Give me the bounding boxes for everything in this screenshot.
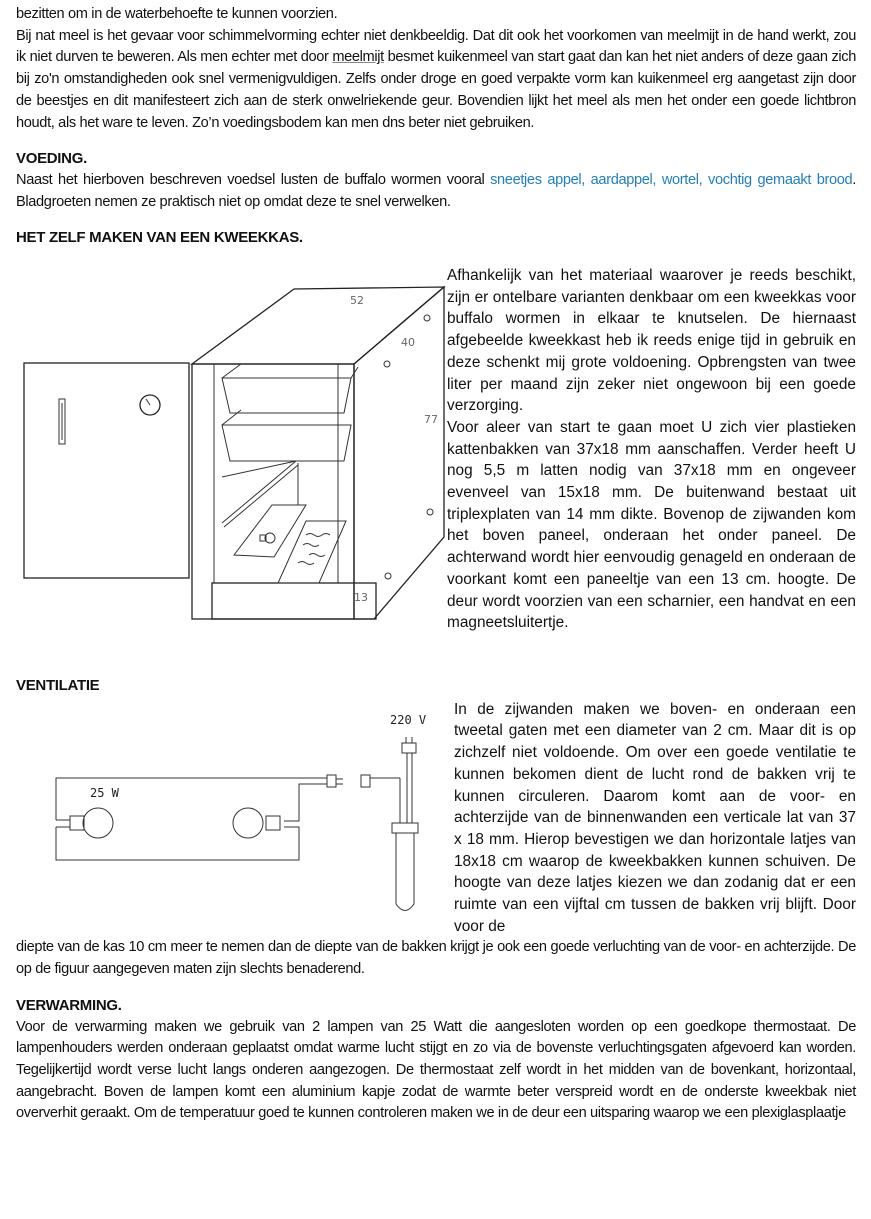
- voltage-label: 220 V: [390, 712, 427, 727]
- heading-voeding: VOEDING.: [16, 150, 87, 168]
- dimension-label: 13: [354, 591, 368, 605]
- heading-kweekkas: HET ZELF MAKEN VAN EEN KWEEKKAS.: [16, 229, 303, 247]
- voeding-highlight-text: sneetjes appel, aardappel, wortel, vochtig gemaakt brood: [490, 171, 853, 188]
- lamp-shelf: [234, 505, 306, 557]
- voeding-paragraph: [16, 170, 856, 213]
- heading-verwarming: VERWARMING.: [16, 996, 122, 1014]
- kweekkas-section: [16, 265, 856, 634]
- plug-icon: [402, 737, 416, 753]
- cabinet-drawing: [16, 265, 446, 630]
- wiring-diagram: [16, 699, 454, 934]
- cabinet-bottom-panel: [212, 583, 376, 619]
- thermostat-plate: [278, 521, 346, 583]
- tray-1: [222, 378, 351, 413]
- kweekkas-paragraph-1: Afhankelijk van het materiaal waarover je reeds beschikt, zijn er ontelbare varianten denkbaar om een kweekkas voor buffalo wormen in elkaar te knutselen. De hiernaast afgebeelde kweekkast heb ik reeds enige tijd in gebruik en deze schenkt mij grote voldoening. Opbrengsten van twee liter per maand zijn zeker niet ongewoon bij een goede verzorging.: [447, 267, 856, 415]
- connector-plug: [327, 775, 343, 787]
- intro-text-after: besmet kuikenmeel van start gaat dan kan het niet anders of deze gaan zich bij zo'n omstandigheden ook snel vermenigvuldigen. Zelfs onder droge en goed verpakte vorm kan kuikenmeel erg aangetast zijn door de beestjes en dit manifesteert zich aan de sterk onwelriekende geur. Bovendien lijkt het meel als men het onder een goede lichtbron houdt, als het ware te leven. Zo’n voedingsbodem kan men dns beter niet gebruiken.: [16, 49, 856, 131]
- kweekkas-figure: [16, 265, 446, 630]
- thermometer-icon: [59, 399, 65, 444]
- voeding-text-after: . Bladgroeten nemen ze praktisch niet op omdat deze te snel verwelken.: [16, 171, 856, 210]
- wattage-label: 25 W: [90, 785, 119, 800]
- kweekkas-paragraph-2: Voor aleer van start te gaan moet U zich vier plastieken kattenbakken van 37x18 mm aanschaffen. Verder heeft U nog 5,5 m latten nodig van 37x18 mm en ongeveer evenveel van 15x18 mm. De buitenwand bestaat uit triplexplaten van 14 mm dikte. Bovenop de zijwanden kom het boven paneel, onderaan het onder paneel. De achterwand wordt hier eenvoudig genageld en onderaan de voorkant komt een paneeltje van een 13 cm. hoogte. De deur wordt voorzien van een scharnier, een handvat en een magneetsluitertje.: [447, 418, 856, 632]
- ventilatie-section: [16, 699, 856, 981]
- lamp-icon: [56, 808, 113, 838]
- ventilatie-paragraph-side: In de zijwanden maken we boven- en onderaan een tweetal gaten met een diameter van 2 cm. Maar dit is op zichzelf niet voldoende. Om over een goede ventilatie te kunnen bekomen dient de lucht rond de bakken vrij te kunnen circuleren. Daarom komt aan de voor- en achterzijde van de binnenwanden een verticale lat van 37 x 18 mm. Hierop bevestigen we dan horizontale latjes van 18x18 cm waarop de kweekbakken kunnen schuiven. De hoogte van deze latjes kiezen we dan zodanig dat er een ruimte van een vijftal cm tussen de bakken vrij blijft. Door voor de: [454, 700, 856, 935]
- connector-socket: [361, 775, 370, 787]
- tray-2: [222, 425, 351, 461]
- lamp-icon: [233, 808, 280, 838]
- cabinet-front: [192, 364, 354, 619]
- intro-text-before: Bij nat meel is het gevaar voor schimmelvorming echter niet denkbeeldig. Dat dit ook het voorkomen van meelmijt in de hand werkt, zou ik niet durven te beweren. Als men echter met door: [16, 27, 856, 66]
- cabinet-side: [354, 287, 444, 619]
- cabinet-top: [192, 287, 444, 364]
- ventilatie-paragraph-full: diepte van de kas 10 cm meer te nemen dan de diepte van de bakken krijgt je ook een goede verluchting van de voor- en achterzijde. De op de figuur aangegeven maten zijn slechts benaderend.: [16, 939, 856, 978]
- intro-paragraph: [16, 26, 856, 135]
- dial-gauge-icon: [140, 395, 160, 415]
- dimension-label: 40: [401, 336, 415, 350]
- thermostat-icon: [392, 783, 418, 911]
- underlined-word-meelmijt: meelmijt: [332, 49, 384, 66]
- document-page: [16, 4, 856, 1125]
- intro-first-line: [16, 4, 856, 26]
- dimension-label: 52: [350, 294, 364, 308]
- verwarming-paragraph: Voor de verwarming maken we gebruik van 2 lampen van 25 Watt die aangesloten worden op een goedkope thermostaat. De lampenhouders werden onderaan geplaatst omdat warme lucht stijgt en zo via de bovenste verluchtingsgaten afgevoerd kan worden. Tegelijkertijd wordt verse lucht langs onderen aangezogen. De thermostaat zelf wordt in het midden van de bovenkant, horizontaal, aangebracht. Boven de lampen komt een aluminium kapje zodat de warmte beter verspreid wordt en de onderste kweekbak niet oververhit geraakt. Om de temperatuur goed te kunnen controleren maken we in de deur een uitsparing waarop we een plexiglasplaatje: [16, 1018, 856, 1122]
- dimension-label: 77: [424, 413, 438, 427]
- cabinet-door: [24, 363, 189, 578]
- kweekkas-text: [447, 265, 856, 634]
- lamp-icon: [260, 533, 275, 543]
- intro-line-text: bezitten om in de waterbehoefte te kunnen voorzien.: [16, 6, 338, 22]
- voeding-text-before: Naast het hierboven beschreven voedsel lusten de buffalo wormen vooral: [16, 171, 491, 188]
- heading-ventilatie: VENTILATIE: [16, 676, 100, 694]
- wiring-figure: [16, 699, 454, 934]
